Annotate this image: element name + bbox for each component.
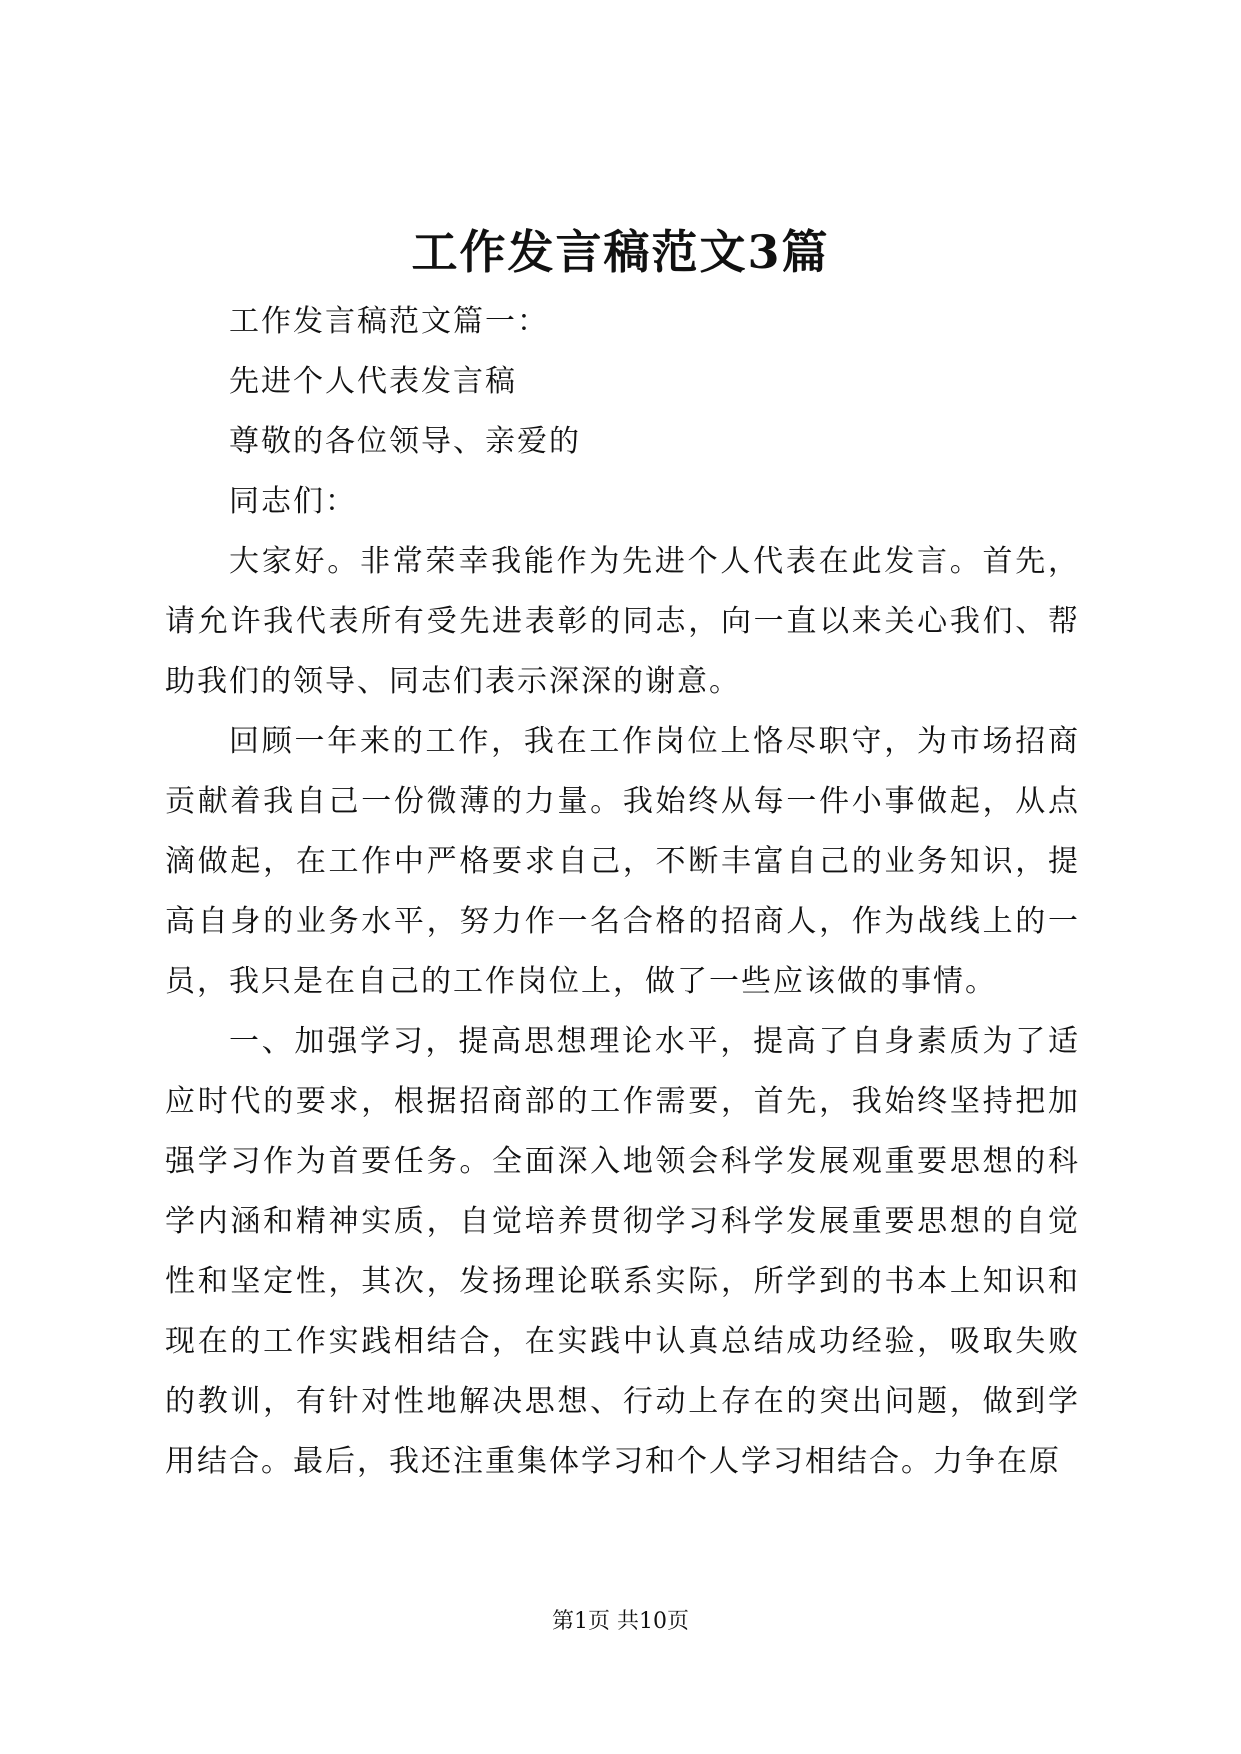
document-body — [165, 292, 1080, 1492]
page-footer: 第1页 共10页 — [552, 1609, 689, 1634]
paragraph: 工作发言稿范文篇一： — [229, 304, 549, 339]
paragraph: 同志们： — [229, 484, 357, 519]
paragraph: 尊敬的各位领导、亲爱的 — [229, 424, 581, 459]
paragraph: 大家好。非常荣幸我能作为先进个人代表在此发言。首先，请允许我代表所有受先进表彰的同志，向一直以来关心我们、帮助我们的领导、同志们表示深深的谢意。 — [165, 544, 1080, 699]
paragraph: 先进个人代表发言稿 — [229, 364, 517, 399]
paragraph: 回顾一年来的工作，我在工作岗位上恪尽职守，为市场招商贡献着我自己一份微薄的力量。我始终从每一件小事做起，从点滴做起，在工作中严格要求自己，不断丰富自己的业务知识，提高自身的业务水平，努力作一名合格的招商人，作为战线上的一员，我只是在自己的工作岗位上，做了一些应该做的事情。 — [165, 724, 1080, 999]
paragraph: 一、加强学习，提高思想理论水平，提高了自身素质为了适应时代的要求，根据招商部的工作需要，首先，我始终坚持把加强学习作为首要任务。全面深入地领会科学发展观重要思想的科学内涵和精神实质，自觉培养贯彻学习科学发展重要思想的自觉性和坚定性，其次，发扬理论联系实际，所学到的书本上知识和现在的工作实践相结合，在实践中认真总结成功经验，吸取失败的教训，有针对性地解决思想、行动上存在的突出问题，做到学用结合。最后，我还注重集体学习和个人学习相结合。力争在原 — [165, 1024, 1080, 1479]
document-title: 工作发言稿范文3篇 — [411, 225, 830, 279]
